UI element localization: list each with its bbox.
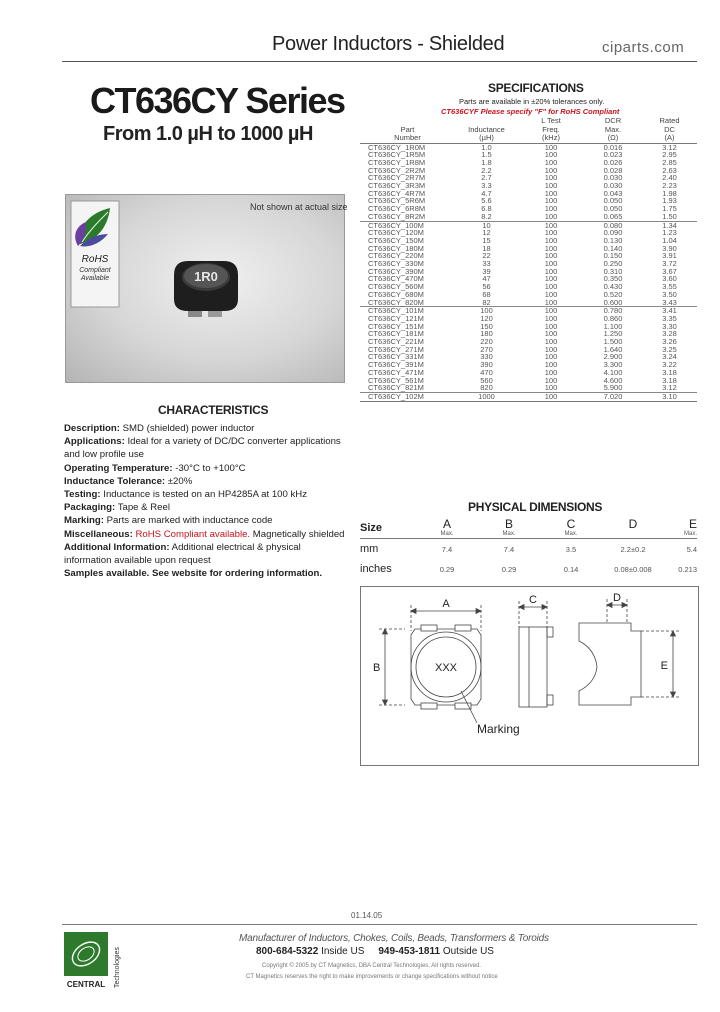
spec-cell: 5.6 xyxy=(481,196,492,206)
spec-cell: 100 xyxy=(544,259,558,269)
inductor-part-image xyxy=(168,255,243,320)
spec-cell: 12 xyxy=(482,228,491,238)
spec-cell: 3.90 xyxy=(662,243,677,253)
footer-divider xyxy=(62,924,697,925)
table-row xyxy=(360,393,697,402)
spec-column-header xyxy=(455,117,518,143)
marking-label: Marking: xyxy=(64,515,104,527)
spec-cell: 3.22 xyxy=(662,360,677,370)
site-link[interactable]: ciparts.com xyxy=(602,39,685,56)
dim-letter: D xyxy=(628,517,638,531)
spec-cell: 1.04 xyxy=(662,235,677,245)
spec-cell: 1.34 xyxy=(642,221,697,229)
spec-cell: 2.23 xyxy=(662,181,677,191)
spec-cell: 3.35 xyxy=(662,313,677,323)
tolerance-value: ±20% xyxy=(167,475,193,487)
spec-cell: 1000 xyxy=(455,393,518,402)
part-number-cell: CT636CY_1R5M xyxy=(368,150,426,160)
dim-value-cell: 3.5 xyxy=(565,544,577,554)
spec-cell: 0.090 xyxy=(603,228,623,238)
spec-cell: 3.12 xyxy=(662,383,677,393)
dim-value-cell: 7.4 xyxy=(503,544,515,554)
part-number-cell: CT636CY_271M xyxy=(368,344,424,354)
spec-cell: 1.93 xyxy=(662,196,677,206)
spec-column-header-line: Part xyxy=(400,124,415,134)
footer-copyright: Copyright © 2005 by CT Magnetics, DBA Central Technologies. All rights reserved. xyxy=(262,963,481,969)
part-number-cell: CT636CY_390M xyxy=(368,266,424,276)
applications-label: Applications: xyxy=(64,436,125,448)
footer-disclaimer: CT Magnetics reserves the right to make improvements or change specifications without notice xyxy=(246,974,498,980)
spec-cell: 100 xyxy=(544,297,558,307)
spec-cell: 100 xyxy=(544,150,558,160)
spec-cell: 3.28 xyxy=(662,329,677,339)
spec-cell: 6.8 xyxy=(481,204,492,214)
part-number-cell: CT636CY_331M xyxy=(368,352,424,362)
spec-cell: 3.18 xyxy=(662,375,677,385)
spec-cell: 4.100 xyxy=(603,367,623,377)
footer-phones xyxy=(256,946,494,957)
dim-header-cell xyxy=(664,517,697,539)
spec-cell: 1.640 xyxy=(603,344,623,354)
part-number-cell: CT636CY_150M xyxy=(368,235,424,245)
spec-cell: 100 xyxy=(544,321,558,331)
dim-c-label: C xyxy=(529,594,537,606)
table-row xyxy=(360,539,697,560)
dim-sub: Max. xyxy=(440,531,454,537)
spec-cell: 0.065 xyxy=(603,211,623,221)
spec-cell: 0.030 xyxy=(603,173,623,183)
rohs-note xyxy=(441,107,619,116)
part-number-cell: CT636CY_5R6M xyxy=(368,196,426,206)
spec-cell: 100 xyxy=(544,157,558,167)
additional-value-cont: information available upon request xyxy=(64,555,211,567)
dim-value-cell: 0.213 xyxy=(678,564,697,574)
spec-cell: 100 xyxy=(518,393,584,402)
part-number-cell: CT636CY_120M xyxy=(368,228,424,238)
spec-cell: 47 xyxy=(482,274,491,284)
spec-cell: 3.30 xyxy=(662,321,677,331)
part-number-cell: CT636CY_181M xyxy=(368,329,424,339)
spec-cell: 3.12 xyxy=(662,142,677,152)
spec-cell: 470 xyxy=(480,367,493,377)
misc-value: Magnetically shielded xyxy=(252,528,345,540)
spec-cell: 0.028 xyxy=(603,165,623,175)
dim-letter: A xyxy=(442,517,451,531)
part-number-cell: CT636CY_1R8M xyxy=(368,157,426,167)
spec-cell: 0.150 xyxy=(603,251,623,261)
spec-cell: 3.3 xyxy=(481,181,492,191)
dim-header-cell xyxy=(540,517,602,539)
spec-column-header-line: (µH) xyxy=(479,133,494,142)
packaging-label: Packaging: xyxy=(64,502,116,514)
dim-a-label: A xyxy=(442,598,450,610)
description-label: Description: xyxy=(64,423,120,434)
spec-column-header-line: Inductance xyxy=(468,124,505,134)
part-number-cell: CT636CY_561M xyxy=(368,375,424,385)
part-number-cell: CT636CY_102M xyxy=(360,393,455,402)
part-number-cell: CT636CY_560M xyxy=(368,282,424,292)
spec-column-header xyxy=(360,117,455,143)
spec-cell: 100 xyxy=(544,173,558,183)
spec-cell: 1.8 xyxy=(481,157,492,167)
applications-value: Ideal for a variety of DC/DC converter applications xyxy=(127,436,341,448)
spec-cell: 100 xyxy=(544,243,558,253)
rohs-leaf-icon xyxy=(70,200,120,308)
dim-sub: Max. xyxy=(683,531,697,537)
logo-word: CENTRAL xyxy=(66,980,106,989)
spec-cell: 120 xyxy=(480,313,493,323)
spec-cell: 1.23 xyxy=(662,228,677,238)
tolerance-note: Parts are available in ±20% tolerances only. xyxy=(459,97,605,106)
header-divider xyxy=(62,61,697,62)
spec-column-header-line: Max. xyxy=(604,124,622,134)
part-number-cell: CT636CY_4R7M xyxy=(368,188,426,198)
spec-cell: 2.85 xyxy=(662,157,677,167)
part-number-cell: CT636CY_3R3M xyxy=(368,181,426,191)
spec-cell: 0.600 xyxy=(603,297,623,307)
spec-column-header-line: (kHz) xyxy=(542,133,560,142)
part-number-cell: CT636CY_821M xyxy=(368,383,424,393)
rohs-note-part: CT636CYF xyxy=(441,107,479,116)
spec-cell: 3.24 xyxy=(662,352,677,362)
spec-cell: 82 xyxy=(482,297,491,307)
physical-dimensions-heading: PHYSICAL DIMENSIONS xyxy=(468,500,603,514)
spec-cell: 100 xyxy=(544,329,558,339)
dim-letter: B xyxy=(504,517,513,531)
revision-date: 01.14.05 xyxy=(351,911,383,920)
spec-cell: 0.050 xyxy=(603,196,623,206)
spec-cell: 100 xyxy=(544,251,558,261)
spec-cell: 150 xyxy=(480,321,493,331)
rohs-compliant-text: Compliant xyxy=(79,267,111,274)
spec-cell: 1.75 xyxy=(662,204,677,214)
spec-cell: 4.600 xyxy=(603,375,623,385)
phone-outside-note: Outside US xyxy=(442,946,494,957)
spec-cell: 100 xyxy=(544,165,558,175)
spec-cell: 100 xyxy=(544,313,558,323)
spec-cell: 3.55 xyxy=(662,282,677,292)
spec-cell: 100 xyxy=(544,196,558,206)
spec-cell: 1.500 xyxy=(603,337,623,347)
dim-letter: E xyxy=(688,517,697,531)
description-value: SMD (shielded) power inductor xyxy=(122,423,255,434)
dim-sub: Max. xyxy=(564,531,578,537)
spec-cell: 100 xyxy=(544,282,558,292)
spec-column-header-line: Number xyxy=(394,133,421,142)
spec-cell: 100 xyxy=(544,228,558,238)
part-number-cell: CT636CY_101M xyxy=(360,307,455,315)
spec-cell: 3.41 xyxy=(642,307,697,315)
spec-cell: 100 xyxy=(544,289,558,299)
spec-cell: 0.026 xyxy=(603,157,623,167)
spec-cell: 0.140 xyxy=(603,243,623,253)
spec-cell: 2.95 xyxy=(662,150,677,160)
mm-label: mm xyxy=(360,543,379,555)
spec-cell: 3.60 xyxy=(662,274,677,284)
spec-cell: 1.100 xyxy=(603,321,623,331)
spec-cell: 3.18 xyxy=(662,367,677,377)
spec-cell: 0.780 xyxy=(584,307,642,315)
spec-column-header-line: (Ω) xyxy=(607,133,619,142)
operating-temp-label: Operating Temperature: xyxy=(64,462,173,474)
dim-value-cell: 0.08±0.008 xyxy=(614,564,652,574)
spec-cell: 2.40 xyxy=(662,173,677,183)
spec-cell: 100 xyxy=(544,142,558,152)
spec-cell: 33 xyxy=(482,259,491,269)
specifications-table xyxy=(360,117,697,402)
marking-value: Parts are marked with inductance code xyxy=(106,515,273,527)
spec-cell: 0.043 xyxy=(603,188,623,198)
central-logo-icon xyxy=(64,930,124,992)
spec-cell: 3.43 xyxy=(662,297,677,307)
spec-column-header-line: L Test xyxy=(541,116,561,125)
spec-cell: 0.430 xyxy=(603,282,623,292)
table-row xyxy=(360,213,697,221)
dim-value-cell: 0.29 xyxy=(501,564,517,574)
spec-cell: 390 xyxy=(480,360,493,370)
spec-column-header-line: DCR xyxy=(604,116,622,125)
spec-cell: 1.0 xyxy=(481,142,492,152)
spec-cell: 39 xyxy=(482,266,491,276)
spec-cell: 100 xyxy=(544,360,558,370)
photo-caption: Not shown at actual size xyxy=(250,202,348,212)
spec-cell: 100 xyxy=(544,352,558,362)
rohs-text: RoHS xyxy=(81,254,109,265)
rohs-note-text: Please specify "F" for RoHS Compliant xyxy=(480,107,620,116)
spec-cell: 100 xyxy=(544,235,558,245)
spec-cell: 18 xyxy=(482,243,491,253)
inches-label: inches xyxy=(360,563,392,575)
spec-cell: 3.50 xyxy=(662,289,677,299)
part-number-cell: CT636CY_330M xyxy=(368,259,424,269)
phone-inside-us[interactable]: 800-684-5322 xyxy=(256,946,319,957)
spec-cell: 3.300 xyxy=(603,360,623,370)
spec-cell: 100 xyxy=(544,337,558,347)
spec-cell: 100 xyxy=(455,307,518,315)
dim-sub xyxy=(602,531,664,538)
phys-header-row xyxy=(360,517,697,539)
spec-cell: 100 xyxy=(544,188,558,198)
part-number-cell: CT636CY_470M xyxy=(368,274,424,284)
spec-cell: 3.26 xyxy=(662,337,677,347)
part-number-cell: CT636CY_471M xyxy=(368,367,424,377)
applications-value-cont: and low profile use xyxy=(64,449,144,461)
part-number-cell: CT636CY_680M xyxy=(368,289,424,299)
spec-cell: 100 xyxy=(544,367,558,377)
spec-cell: 3.10 xyxy=(642,393,697,402)
spec-cell: 100 xyxy=(544,204,558,214)
spec-cell: 180 xyxy=(480,329,493,339)
misc-label: Miscellaneous: xyxy=(64,528,133,540)
testing-value: Inductance is tested on an HP4285A at 100 kHz xyxy=(103,489,308,501)
spec-cell: 10 xyxy=(455,221,518,229)
spec-column-header-line: (A) xyxy=(664,133,675,142)
part-number-cell: CT636CY_2R2M xyxy=(368,165,426,175)
spec-column-header-line: DC xyxy=(664,124,675,134)
dim-header-cell xyxy=(602,517,664,539)
spec-cell: 0.016 xyxy=(603,142,623,152)
spec-cell: 7.020 xyxy=(584,393,642,402)
spec-cell: 100 xyxy=(544,383,558,393)
part-number-cell: CT636CY_180M xyxy=(368,243,424,253)
dim-d-label: D xyxy=(613,592,621,604)
part-marking-text: 1R0 xyxy=(194,269,218,284)
characteristics-heading: CHARACTERISTICS xyxy=(158,403,269,417)
spec-cell: 0.520 xyxy=(603,289,623,299)
spec-column-header-line: Freq. xyxy=(542,124,560,134)
spec-cell: 8.2 xyxy=(481,211,492,221)
spec-cell: 2.63 xyxy=(662,165,677,175)
additional-label: Additional Information: xyxy=(64,541,170,553)
spec-cell: 0.080 xyxy=(584,221,642,229)
spec-cell: 56 xyxy=(482,282,491,292)
spec-cell: 0.860 xyxy=(603,313,623,323)
spec-cell: 22 xyxy=(482,251,491,261)
spec-cell: 2.2 xyxy=(481,165,492,175)
dim-letter: C xyxy=(566,517,576,531)
spec-header-row xyxy=(360,117,697,143)
part-number-cell: CT636CY_2R7M xyxy=(368,173,426,183)
spec-column-header xyxy=(518,117,584,143)
spec-cell: 3.67 xyxy=(662,266,677,276)
part-number-cell: CT636CY_221M xyxy=(368,337,424,347)
testing-label: Testing: xyxy=(64,489,101,501)
operating-temp-value: -30°C to +100°C xyxy=(175,462,246,474)
spec-cell: 0.030 xyxy=(603,181,623,191)
spec-cell: 1.98 xyxy=(662,188,677,198)
dimension-drawing xyxy=(360,586,699,766)
spec-cell: 1.5 xyxy=(481,150,492,160)
spec-cell: 220 xyxy=(480,337,493,347)
logo-side-word: Technologies xyxy=(114,947,121,988)
spec-column-header xyxy=(584,117,642,143)
spec-cell: 0.350 xyxy=(603,274,623,284)
spec-cell: 4.7 xyxy=(481,188,492,198)
spec-cell: 2.7 xyxy=(481,173,492,183)
series-title: CT636CY Series xyxy=(90,80,345,121)
page-header-title: Power Inductors - Shielded xyxy=(272,33,505,55)
part-number-cell: CT636CY_8R2M xyxy=(368,211,426,221)
dim-value-cell: 0.29 xyxy=(439,564,455,574)
spec-cell: 560 xyxy=(480,375,493,385)
spec-cell: 820 xyxy=(480,383,493,393)
part-number-cell: CT636CY_391M xyxy=(368,360,424,370)
spec-cell: 100 xyxy=(518,307,584,315)
part-number-cell: CT636CY_121M xyxy=(368,313,424,323)
spec-cell: 15 xyxy=(482,235,491,245)
part-number-cell: CT636CY_820M xyxy=(368,297,424,307)
spec-cell: 1.250 xyxy=(603,329,623,339)
dim-value-cell: 0.14 xyxy=(563,564,579,574)
characteristics-list xyxy=(64,422,364,580)
spec-cell: 100 xyxy=(518,221,584,229)
spec-cell: 100 xyxy=(544,181,558,191)
samples-note: Samples available. See website for ordering information. xyxy=(64,568,323,580)
additional-value: Additional electrical & physical xyxy=(171,541,301,553)
part-number-cell: CT636CY_6R8M xyxy=(368,204,426,214)
spec-cell: 3.72 xyxy=(662,259,677,269)
physical-dimensions-table xyxy=(360,517,697,579)
spec-column-header-line: Rated xyxy=(659,116,680,125)
spec-cell: 2.900 xyxy=(603,352,623,362)
marking-label-text: Marking xyxy=(477,722,520,736)
spec-cell: 3.91 xyxy=(662,251,677,261)
tolerance-label: Inductance Tolerance: xyxy=(64,475,166,487)
spec-cell: 5.900 xyxy=(603,383,623,393)
specifications-heading: SPECIFICATIONS xyxy=(488,81,584,95)
spec-cell: 270 xyxy=(480,344,493,354)
part-number-cell: CT636CY_100M xyxy=(360,221,455,229)
spec-cell: 0.310 xyxy=(603,266,623,276)
inductance-range: From 1.0 µH to 1000 µH xyxy=(103,123,313,145)
spec-cell: 0.023 xyxy=(603,150,623,160)
packaging-value: Tape & Reel xyxy=(117,502,170,514)
spec-cell: 68 xyxy=(482,289,491,299)
spec-cell: 100 xyxy=(544,211,558,221)
spec-cell: 3.25 xyxy=(662,344,677,354)
spec-cell: 330 xyxy=(480,352,493,362)
spec-cell: 100 xyxy=(544,375,558,385)
part-number-cell: CT636CY_220M xyxy=(368,251,424,261)
footer-manufacturer-line: Manufacturer of Inductors, Chokes, Coils, Beads, Transformers & Toroids xyxy=(239,933,549,944)
part-number-cell: CT636CY_1R0M xyxy=(368,142,426,152)
size-label: Size xyxy=(360,517,416,539)
dim-value-cell: 2.2±0.2 xyxy=(620,544,646,554)
misc-rohs-red: RoHS Compliant available. xyxy=(135,528,251,540)
dim-header-cell xyxy=(478,517,540,539)
rohs-available-text: Available xyxy=(80,275,110,282)
spec-cell: 100 xyxy=(544,274,558,284)
spec-cell: 0.050 xyxy=(603,204,623,214)
phone-inside-note: Inside US xyxy=(321,946,365,957)
spec-cell: 1.50 xyxy=(662,211,677,221)
dim-b-label: B xyxy=(373,662,381,674)
spec-cell: 100 xyxy=(544,266,558,276)
dim-header-cell xyxy=(416,517,478,539)
spec-column-header xyxy=(642,117,697,143)
phone-outside-us[interactable]: 949-453-1811 xyxy=(378,946,441,957)
center-marking-text: XXX xyxy=(434,662,458,674)
table-row xyxy=(360,559,697,579)
spec-cell: 100 xyxy=(544,344,558,354)
dim-value-cell: 5.4 xyxy=(686,544,697,554)
dim-value-cell: 7.4 xyxy=(441,544,453,554)
spec-cell: 0.250 xyxy=(603,259,623,269)
dim-sub: Max. xyxy=(502,531,516,537)
spec-cell: 0.130 xyxy=(603,235,623,245)
part-number-cell: CT636CY_151M xyxy=(368,321,424,331)
dim-e-label: E xyxy=(660,660,668,672)
